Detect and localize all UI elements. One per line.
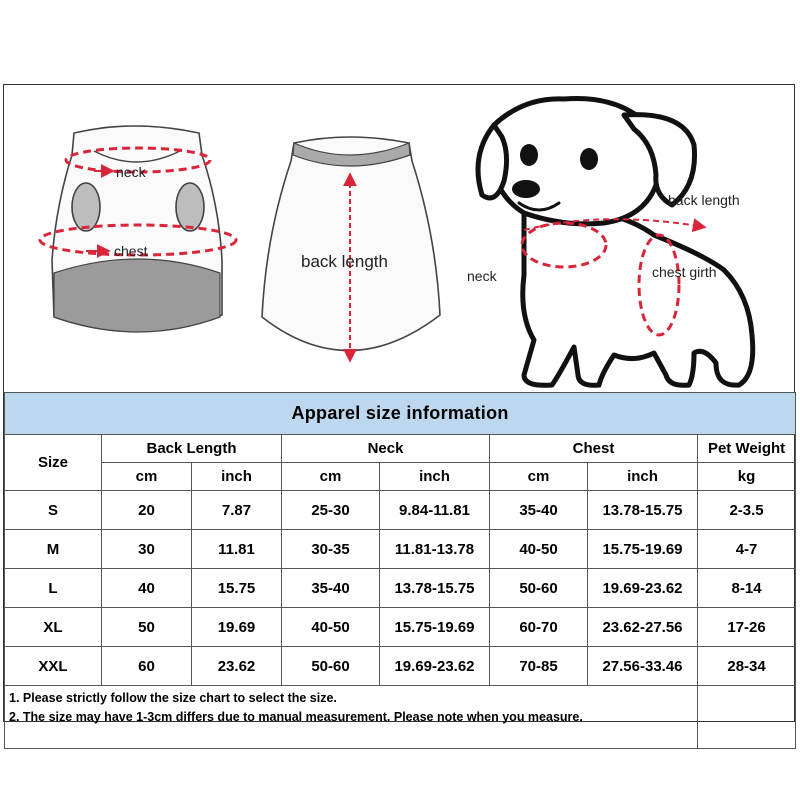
unit-header: cm: [102, 463, 192, 491]
value-cell: 30: [102, 530, 192, 569]
garment-belly-panel: [54, 259, 220, 332]
table-title: Apparel size information: [5, 393, 796, 435]
value-cell: 50: [102, 608, 192, 647]
value-cell: 7.87: [192, 491, 282, 530]
value-cell: 40-50: [282, 608, 380, 647]
measurement-illustration: [4, 85, 794, 391]
group-header-neck: Neck: [282, 435, 490, 463]
unit-header: inch: [380, 463, 490, 491]
notes-cell: [5, 686, 698, 749]
size-table: [4, 392, 796, 749]
value-cell: 2-3.5: [698, 491, 796, 530]
value-cell: 15.75-19.69: [588, 530, 698, 569]
dog-chest-girth-label: chest girth: [652, 264, 717, 280]
dog-back-length-label: back length: [668, 192, 740, 208]
size-cell: S: [5, 491, 102, 530]
size-cell: XXL: [5, 647, 102, 686]
back-length-label: back length: [301, 252, 388, 271]
group-header-pet-weight: Pet Weight: [698, 435, 796, 463]
value-cell: 13.78-15.75: [380, 569, 490, 608]
value-cell: 50-60: [490, 569, 588, 608]
value-cell: 19.69: [192, 608, 282, 647]
dog-illustration: [478, 98, 753, 385]
dog-left-ear: [478, 125, 507, 198]
size-chart-frame: [3, 84, 795, 722]
dog-body-outline: [523, 209, 753, 385]
table-row: [5, 491, 796, 530]
value-cell: 35-40: [282, 569, 380, 608]
unit-header: inch: [588, 463, 698, 491]
table-row: [5, 647, 796, 686]
note-line: 2. The size may have 1-3cm differs due to manual measurement. Please note when you measure.: [9, 710, 583, 724]
table-row: [5, 569, 796, 608]
unit-header: inch: [192, 463, 282, 491]
value-cell: 60-70: [490, 608, 588, 647]
table-row: [5, 608, 796, 647]
value-cell: 23.62: [192, 647, 282, 686]
value-cell: 30-35: [282, 530, 380, 569]
value-cell: 17-26: [698, 608, 796, 647]
front-neck-label: neck: [116, 164, 146, 180]
size-rows: [5, 491, 796, 686]
value-cell: 8-14: [698, 569, 796, 608]
group-header-back-length: Back Length: [102, 435, 282, 463]
unit-header: kg: [698, 463, 796, 491]
value-cell: 9.84-11.81: [380, 491, 490, 530]
front-chest-label: chest: [114, 243, 148, 259]
table-row: [5, 530, 796, 569]
group-header-chest: Chest: [490, 435, 698, 463]
value-cell: 40: [102, 569, 192, 608]
note-line: 1. Please strictly follow the size chart to select the size.: [9, 691, 337, 705]
value-cell: 70-85: [490, 647, 588, 686]
value-cell: 40-50: [490, 530, 588, 569]
value-cell: 19.69-23.62: [588, 569, 698, 608]
dog-neck-label: neck: [467, 268, 497, 284]
value-cell: 50-60: [282, 647, 380, 686]
value-cell: 25-30: [282, 491, 380, 530]
size-cell: XL: [5, 608, 102, 647]
value-cell: 60: [102, 647, 192, 686]
value-cell: 20: [102, 491, 192, 530]
value-cell: 23.62-27.56: [588, 608, 698, 647]
value-cell: 27.56-33.46: [588, 647, 698, 686]
value-cell: 11.81-13.78: [380, 530, 490, 569]
value-cell: 15.75: [192, 569, 282, 608]
value-cell: 28-34: [698, 647, 796, 686]
dog-nose: [512, 180, 540, 198]
garment-front-view: [40, 126, 236, 332]
value-cell: 4-7: [698, 530, 796, 569]
unit-header: cm: [490, 463, 588, 491]
size-header: Size: [5, 435, 102, 491]
left-armhole: [72, 183, 100, 231]
value-cell: 35-40: [490, 491, 588, 530]
dog-left-eye: [520, 144, 538, 166]
value-cell: 15.75-19.69: [380, 608, 490, 647]
garment-back-view: [262, 137, 440, 360]
dog-right-eye: [580, 148, 598, 170]
size-cell: L: [5, 569, 102, 608]
right-armhole: [176, 183, 204, 231]
unit-header: cm: [282, 463, 380, 491]
measurement-diagram: [4, 85, 794, 391]
notes-empty-cell: [698, 686, 796, 749]
size-cell: M: [5, 530, 102, 569]
value-cell: 13.78-15.75: [588, 491, 698, 530]
value-cell: 11.81: [192, 530, 282, 569]
value-cell: 19.69-23.62: [380, 647, 490, 686]
